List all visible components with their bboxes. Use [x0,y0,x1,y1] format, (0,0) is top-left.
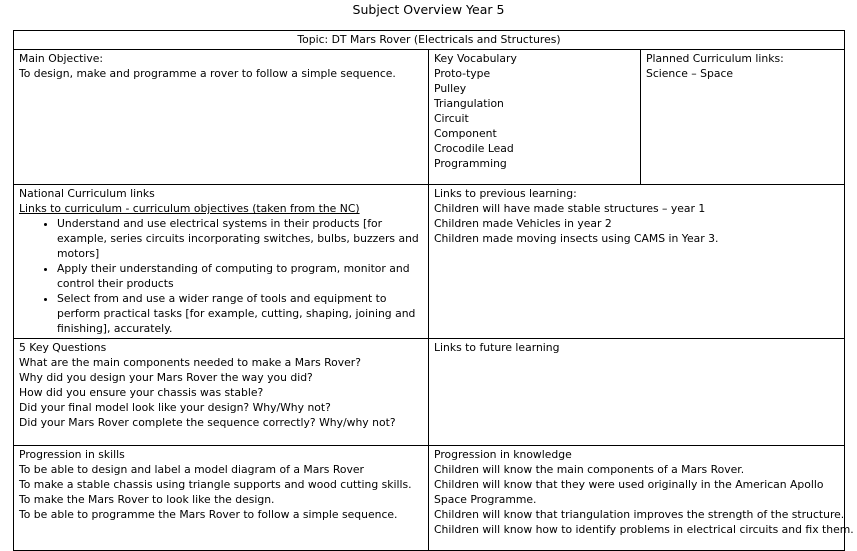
key-vocabulary-cell [429,50,641,185]
list-item: To make the Mars Rover to look like the design. [19,493,275,506]
list-item: Children will know that they were used originally in the American Apollo Space Programme. [434,478,824,506]
list-item: • Understand and use electrical systems in their products [for example, series circuits incorporating switches, bulbs, buzzers and motors] [57,216,423,261]
previous-learning-heading: Links to previous learning: [434,187,577,200]
progression-knowledge-heading: Progression in knowledge [434,448,572,461]
main-objective-text: To design, make and programme a rover to follow a simple sequence. [19,67,396,80]
list-item: How did you ensure your chassis was stable? [19,386,264,399]
list-item: To be able to programme the Mars Rover to follow a simple sequence. [19,508,398,521]
list-item: Did your Mars Rover complete the sequence correctly? Why/why not? [19,416,396,429]
list-item: What are the main components needed to make a Mars Rover? [19,356,361,369]
key-questions-heading: 5 Key Questions [19,341,107,354]
page-title: Subject Overview Year 5 [352,2,505,17]
topic-header: Topic: DT Mars Rover (Electricals and Structures) [14,31,845,50]
list-item: To be able to design and label a model diagram of a Mars Rover [19,463,364,476]
vocab-item: Triangulation [434,97,504,110]
planned-links-text: Science – Space [646,67,734,80]
list-item: Did your final model look like your design? Why/Why not? [19,401,331,414]
previous-learning-cell [429,185,845,339]
future-learning-cell [429,339,845,446]
future-learning-heading: Links to future learning [434,341,560,354]
curriculum-objectives-list [19,216,423,336]
national-curriculum-heading: National Curriculum links [19,187,155,200]
vocab-item: Component [434,127,497,140]
list-item: • Select from and use a wider range of tools and equipment to perform practical tasks [for example, cutting, shaping, joining and finishing], accurately. [57,291,423,336]
national-curriculum-cell [14,185,429,339]
key-vocabulary-heading: Key Vocabulary [434,52,517,65]
progression-skills-cell [14,446,429,551]
subject-overview-table [13,30,854,551]
planned-links-heading: Planned Curriculum links: [646,52,784,65]
main-objective-cell [14,50,429,185]
vocab-item: Pulley [434,82,467,95]
list-item: • Apply their understanding of computing to program, monitor and control their products [57,261,423,291]
list-item: Children will have made stable structures – year 1 [434,202,706,215]
vocab-item: Proto-type [434,67,491,80]
list-item: Children made Vehicles in year 2 [434,217,612,230]
main-objective-heading: Main Objective: [19,52,104,65]
key-questions-cell [14,339,429,446]
vocab-item: Circuit [434,112,469,125]
list-item: Children will know that triangulation improves the strength of the structure. [434,508,845,521]
progression-skills-heading: Progression in skills [19,448,125,461]
list-item: Children will know the main components of a Mars Rover. [434,463,745,476]
curriculum-objectives-subheading: Links to curriculum - curriculum objectives (taken from the NC) [19,202,360,215]
vocab-item: Programming [434,157,507,170]
list-item: Why did you design your Mars Rover the way you did? [19,371,313,384]
planned-links-cell [641,50,845,185]
list-item: Children will know how to identify problems in electrical circuits and fix them. [434,523,854,536]
list-item: Children made moving insects using CAMS in Year 3. [434,232,719,245]
progression-knowledge-cell [429,446,854,551]
vocab-item: Crocodile Lead [434,142,514,155]
list-item: To make a stable chassis using triangle supports and wood cutting skills. [19,478,412,491]
